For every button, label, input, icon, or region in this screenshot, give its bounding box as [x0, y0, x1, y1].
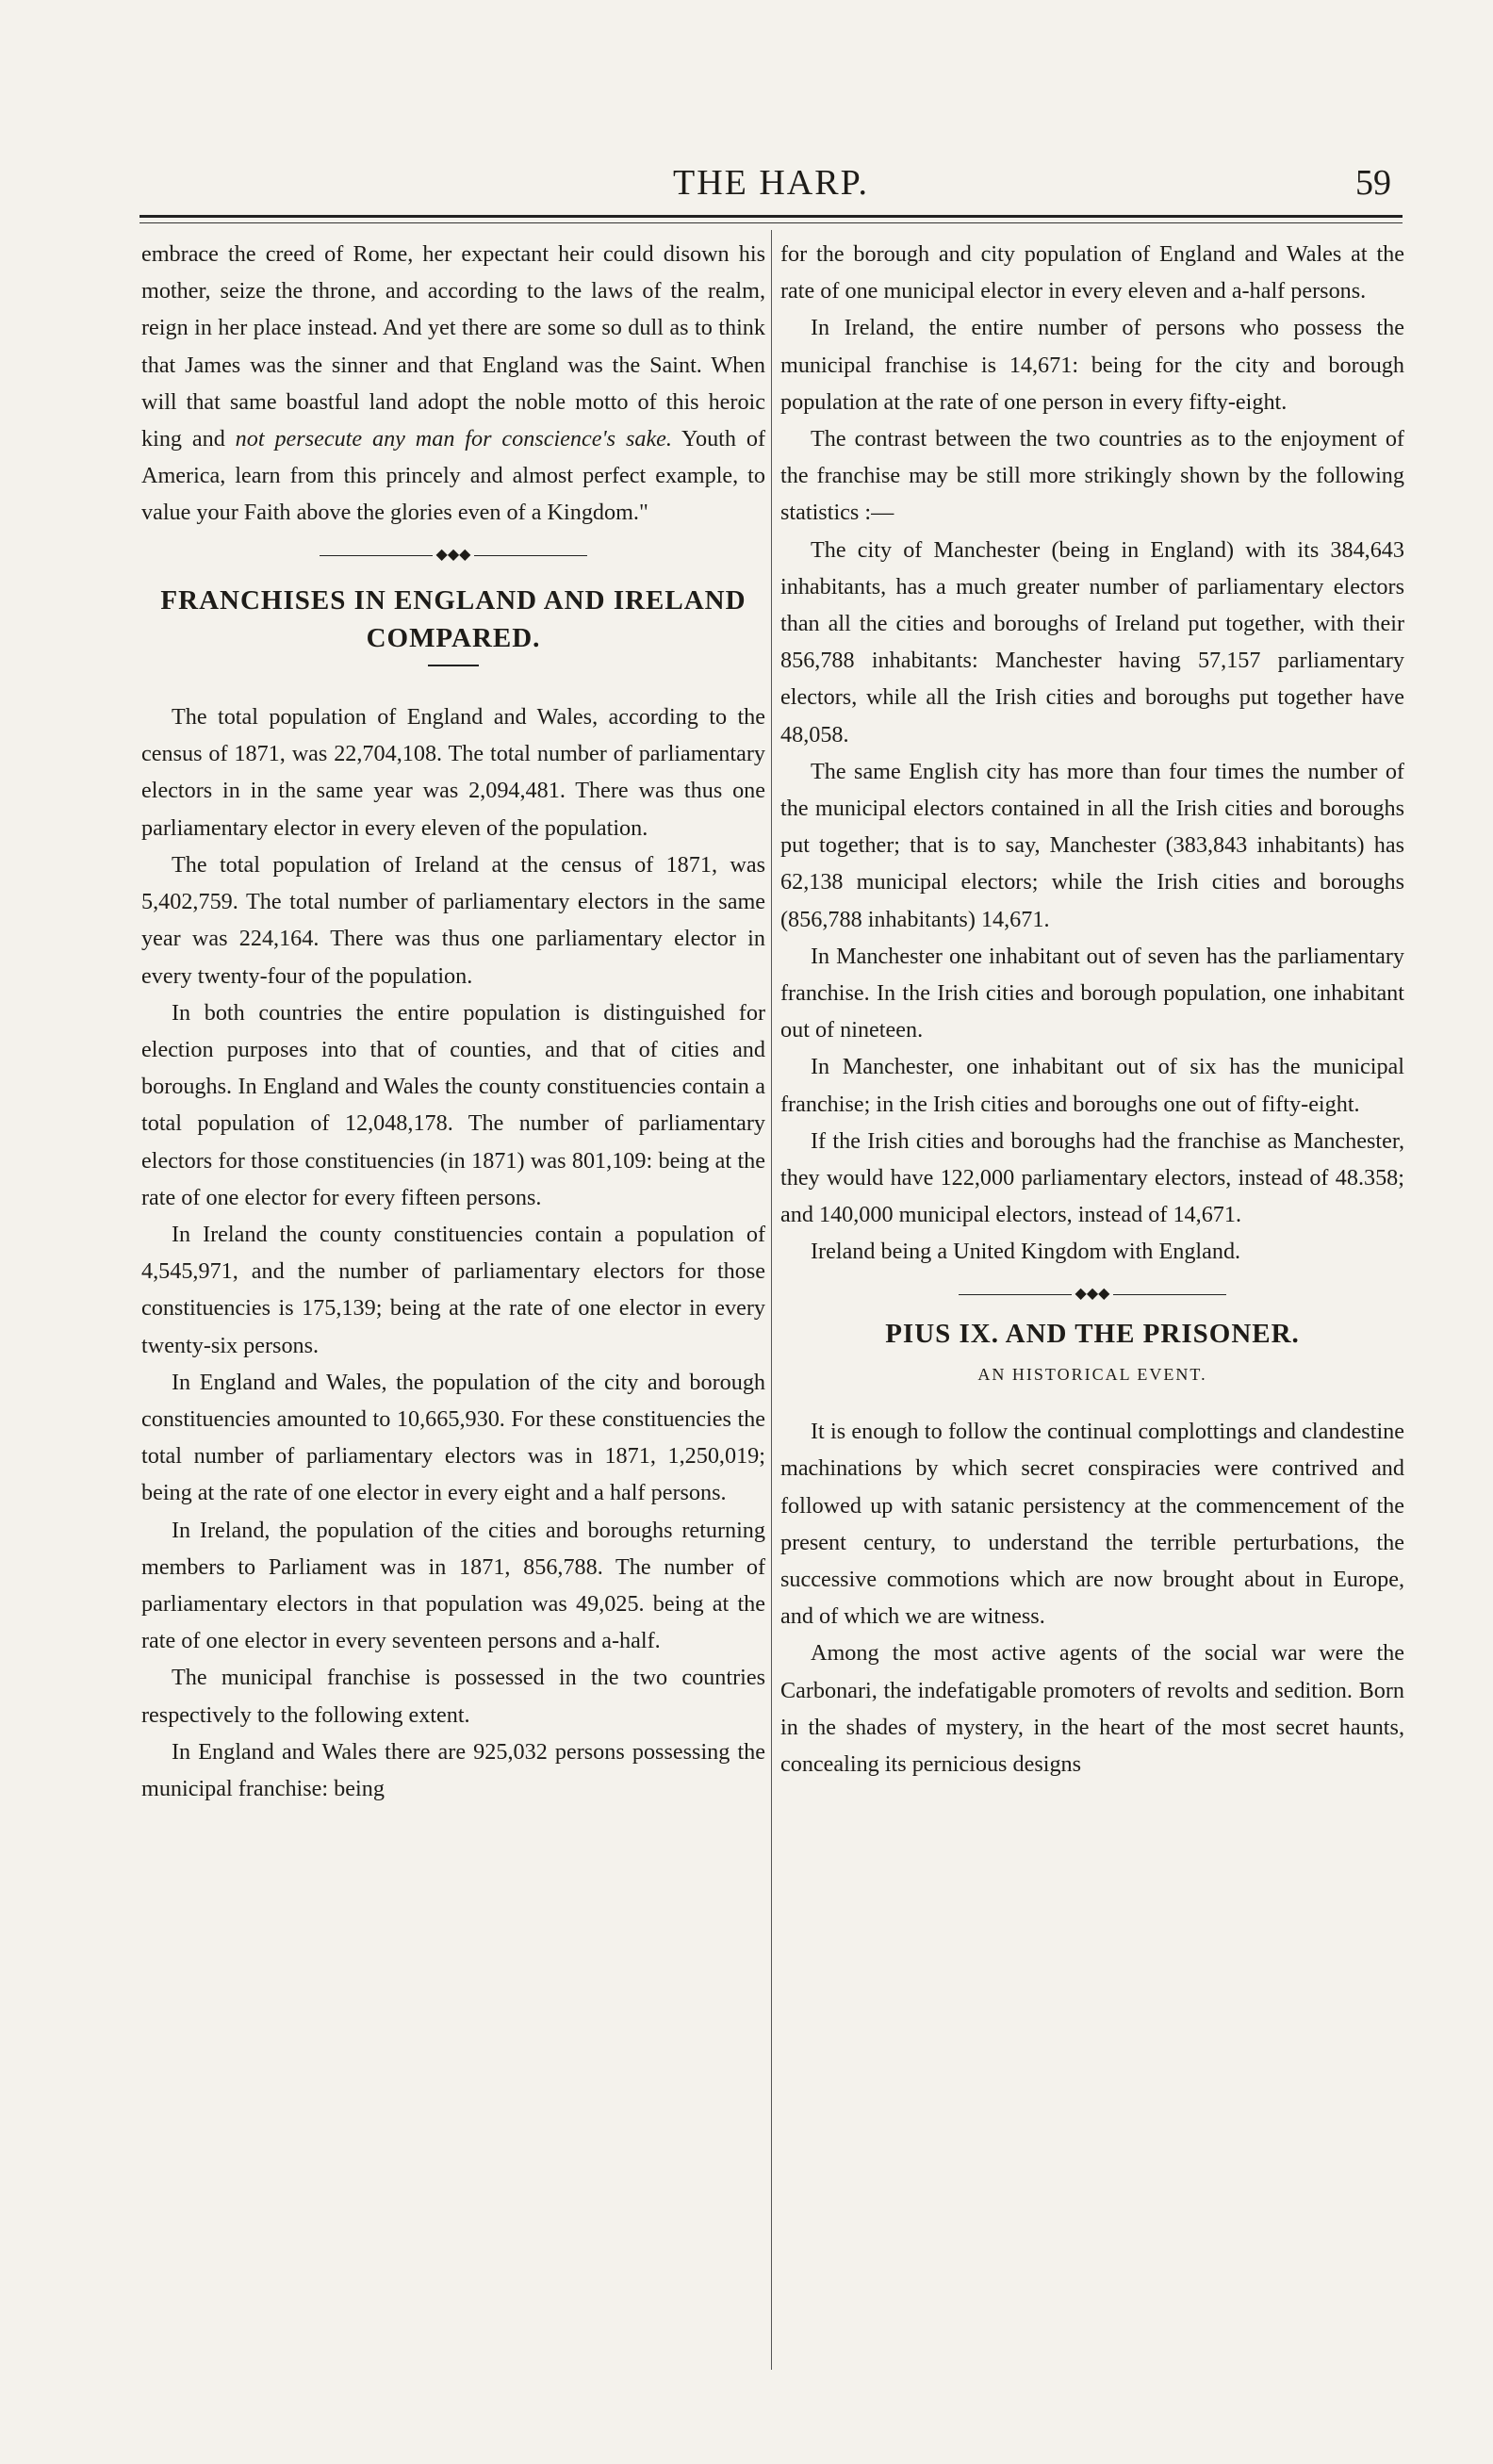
article-paragraph: In England and Wales there are 925,032 persons possessing the municipal franchise: being [141, 1738, 765, 1801]
ornament-icon: ◆◆◆ [435, 547, 471, 564]
article-paragraph: It is enough to follow the continual complottings and clandestine machinations by which secret conspiracies were contrived and followed up with satanic persistency at the commencement of the present century, to understand the terrible perturbations, the successive commotions which are now brought about in Europe, and of which we are witness. [780, 1419, 1404, 1630]
article-paragraph: The same English city has more than four times the number of the municipal electors contained in all the Irish cities and boroughs put together; that is to say, Manchester (383,843 inhabitants) has 62,138 municipal electors; while the Irish cities and boroughs (856,788 inhabitants) 14,671. [780, 758, 1404, 932]
article-paragraph: If the Irish cities and boroughs had the franchise as Manchester, they would have 122,000 parliamentary electors, instead of 48.358; and 140,000 municipal electors, instead of 14,671. [780, 1127, 1404, 1228]
article-paragraph: Among the most active agents of the social war were the Carbonari, the indefatigable promoters of revolts and sedition. Born in the shades of mystery, in the heart of the most secret haunts, concealing its pernicious designs [780, 1640, 1404, 1777]
ornament-icon: ◆◆◆ [1075, 1286, 1110, 1303]
article-subheading: AN HISTORICAL EVENT. [977, 1365, 1207, 1385]
column-divider-rule [771, 230, 772, 2370]
heading-rule [428, 665, 479, 666]
article-paragraph: Ireland being a United Kingdom with England. [811, 1239, 1241, 1265]
section-divider [141, 545, 765, 565]
continued-text-end: Youth of America, learn from this princely and almost perfect example, to value your Faith above the glories even of a Kingdom." [141, 426, 765, 526]
article-paragraph: The total population of England and Wales, according to the census of 1871, was 22,704,108. The total number of parliamentary electors in in the same year was 2,094,481. There was thus one parliamentary elector in every eleven of the population. [141, 704, 765, 841]
continued-paragraph [141, 236, 765, 532]
section-divider [780, 1284, 1404, 1304]
motto-italic: not persecute any man for conscience's sake. [235, 426, 672, 452]
page-number: 59 [1355, 163, 1391, 203]
article-paragraph: In Ireland the county constituencies contain a population of 4,545,971, and the number of parliamentary electors for those constituencies is 175,139; being at the rate of one elector in every twenty-six persons. [141, 1221, 765, 1358]
article-paragraph: In England and Wales, the population of the city and borough constituencies amounted to 10,665,930. For these constituencies the total number of parliamentary electors was in 1871, 1,250,019; being at the rate of one elector in every eight and a half persons. [141, 1369, 765, 1506]
article-paragraph: In Ireland, the entire number of persons who possess the municipal franchise is 14,671: being for the city and borough population at the rate of one person in every fifty-eight. [780, 315, 1404, 415]
article-paragraph: In Manchester, one inhabitant out of six has the municipal franchise; in the Irish cities and boroughs one out of fifty-eight. [780, 1054, 1404, 1117]
page-header [139, 158, 1403, 209]
article-heading-pius: PIUS IX. AND THE PRISONER. [885, 1319, 1300, 1350]
left-column [141, 236, 765, 1807]
article-paragraph: The total population of Ireland at the census of 1871, was 5,402,759. The total number of parliamentary electors in the same year was 224,164. There was thus one parliamentary elector in every twenty-four of the population. [141, 851, 765, 989]
article-heading-franchises: FRANCHISES IN ENGLAND AND IRELAND COMPARED. [160, 585, 746, 654]
running-title: THE HARP. [672, 163, 870, 203]
right-column [780, 236, 1404, 1782]
continued-text: embrace the creed of Rome, her expectant heir could disown his mother, seize the throne, and according to the laws of the realm, reign in her place instead. And yet there are some so dull as to think that James was the sinner and that England was the Saint. When will that same boastful land adopt the noble motto of this heroic king and [141, 241, 765, 452]
header-rule-thin [139, 222, 1403, 223]
article-paragraph: The city of Manchester (being in England) with its 384,643 inhabitants, has a much greater number of parliamentary electors than all the cities and boroughs of Ireland put together, with their 856,788 inhabitants: Manchester having 57,157 parliamentary electors, while all the Irish cities and boroughs put together have 48,058. [780, 536, 1404, 747]
article-paragraph: In Manchester one inhabitant out of seven has the parliamentary franchise. In the Irish cities and borough population, one inhabitant out of nineteen. [780, 943, 1404, 1043]
article-paragraph: In both countries the entire population is distinguished for election purposes into that of counties, and that of cities and boroughs. In England and Wales the county constituencies contain a total population of 12,048,178. The number of parliamentary electors for those constituencies (in 1871) was 801,109: being at the rate of one elector for every fifteen persons. [141, 999, 765, 1210]
header-rule-thick [139, 215, 1403, 218]
article-paragraph: for the borough and city population of England and Wales at the rate of one municipal elector in every eleven and a-half persons. [780, 241, 1404, 304]
article-paragraph: The municipal franchise is possessed in the two countries respectively to the following extent. [141, 1665, 765, 1728]
article-paragraph: In Ireland, the population of the cities and boroughs returning members to Parliament was in 1871, 856,788. The number of parliamentary electors in that population was 49,025. being at the rate of one elector in every seventeen persons and a-half. [141, 1517, 765, 1654]
article-paragraph: The contrast between the two countries as to the enjoyment of the franchise may be still more strikingly shown by the following statistics :— [780, 426, 1404, 526]
